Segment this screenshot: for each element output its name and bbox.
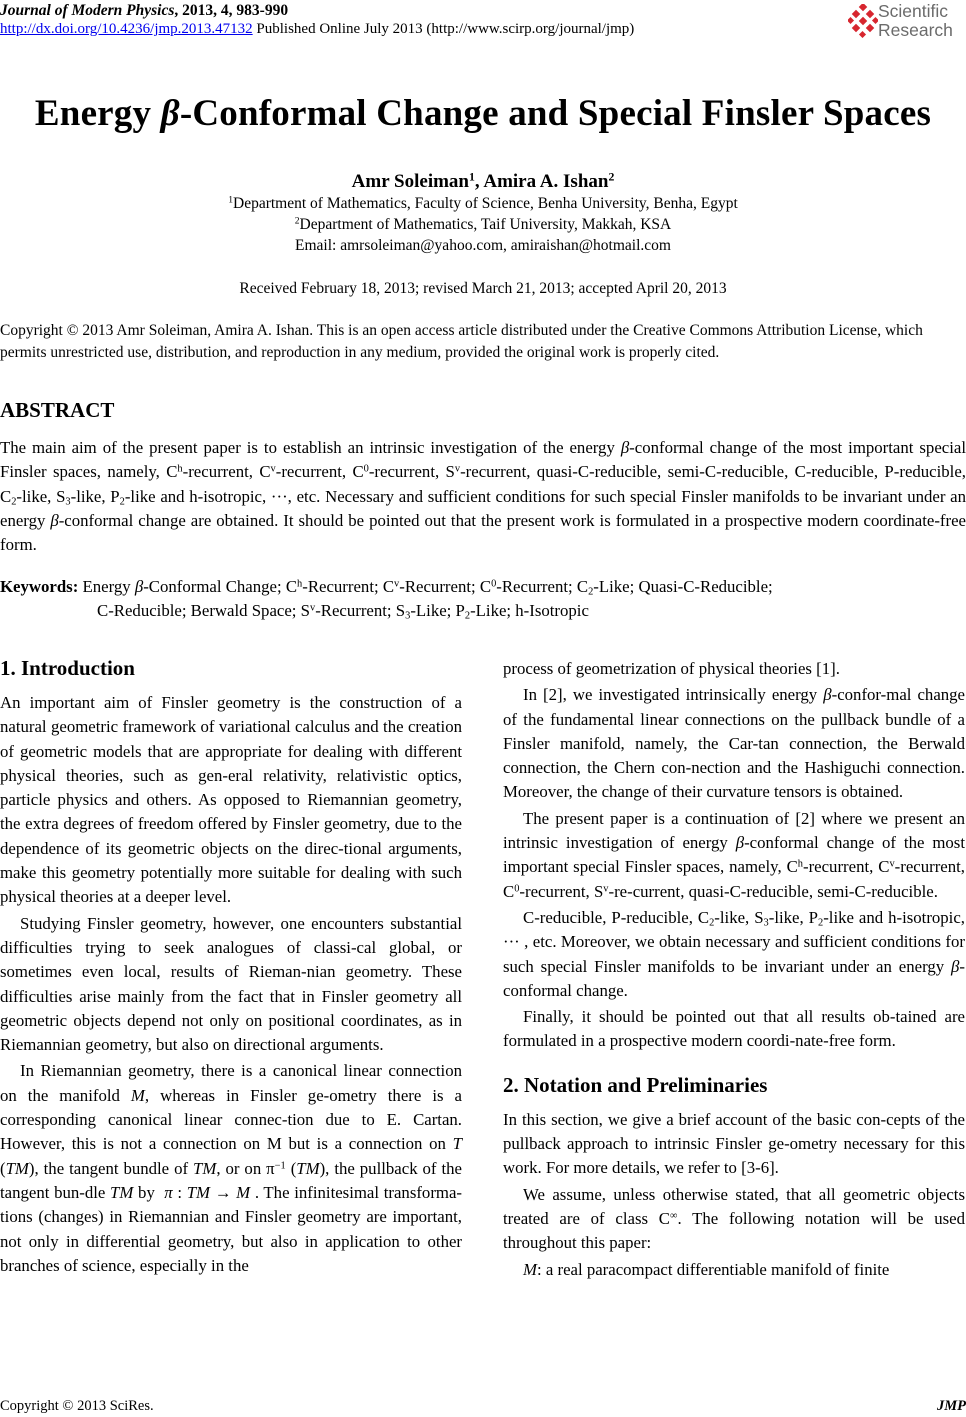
- journal-citation: [0, 2, 288, 20]
- publisher-line1: Scientific: [878, 1, 949, 21]
- right-paragraph-3: C-reducible, P-reducible, $C_2$-like, $S_3$-like, $P_2$-like and h-isotropic, ··· , etc. Moreover, we obtain necessary and sufficient conditions for such special Finsler manifolds to be invariant under an energy β-conformal change.: [503, 907, 965, 1000]
- left-column: [0, 655, 462, 1278]
- author-email: Email: amrsoleiman@yahoo.com, amiraishan@hotmail.com: [295, 237, 671, 254]
- right-paragraph-1: In [2], we investigated intrinsically energy β-confor-mal change of the fundamental linear connections on the pullback bundle of a Finsler manifold, namely, the Car-tan connection, the Berwald connection, the Chern con-nection and the Hashiguchi connection. Moreover, the change of their curvature tensors is obtained.: [503, 685, 965, 802]
- footer-journal-abbrev: JMP: [937, 1398, 966, 1414]
- footer-copyright: Copyright © 2013 SciRes.: [0, 1398, 154, 1414]
- right-paragraph-0: process of geometrization of physical theories [1].: [503, 659, 840, 678]
- sec1-paragraph-2: Studying Finsler geometry, however, one encounters substantial difficulties trying to seek analogues of classi-cal global, or sometimes even local, results of Rieman-nian geometry. These difficulties arise mainly from the fact that in Finsler geometry all geometric objects depend not only on positional coordinates, as in Riemannian geometry, but also on directional arguments.: [0, 913, 462, 1055]
- journal-info: , 2013, 4, 983-990: [174, 2, 289, 19]
- publisher-name: [878, 2, 953, 40]
- received-dates: Received February 18, 2013; revised March 21, 2013; accepted April 20, 2013: [239, 280, 727, 297]
- author-list: Amr Soleiman$^1$, Amira A. Ishan$^2$: [351, 170, 615, 192]
- affiliation-1-text: Department of Mathematics, Faculty of Science, Benha University, Benha, Egypt: [233, 195, 738, 212]
- right-paragraph-4: Finally, it should be pointed out that all results ob-tained are formulated in a prospective modern coordi-nate-free form.: [503, 1007, 965, 1051]
- author-2-affil: 2: [608, 170, 615, 184]
- author-1-affil: 1: [469, 170, 475, 184]
- author-1: Amr Soleiman: [351, 171, 469, 192]
- publisher-line2: Research: [878, 20, 953, 40]
- abstract-text: The main aim of the present paper is to establish an intrinsic investigation of the energy β-conformal change of the most important special Finsler spaces, namely, $C^h$-recurrent, $C^v$-recurrent, $C^0$-recurrent, $S^v$-recurrent, quasi-C-reducible, semi-C-reducible, C-reducible, P-reducible, $C_2$-like, $S_3$-like, $P_2$-like and h-isotropic, ···, etc. Necessary and sufficient conditions for such special Finsler manifolds to be invariant under an energy β-conformal change are obtained. It should be pointed out that the present work is formulated in a prospective modern coordinate-free form.: [0, 438, 966, 555]
- keywords: Keywords: Energy β-Conformal Change; $C^h$-Recurrent; $C^v$-Recurrent; $C^0$-Recurrent; $C_2$-Like; Quasi-C-Reducible; C-Reducible; Berwald Space; $S^v$-Recurrent; $S_3$-Like; $P_2$-Like; h-Isotropic: [0, 577, 773, 622]
- affiliation-2-mark: 2: [294, 215, 300, 227]
- affiliation-1-mark: 1: [228, 194, 234, 206]
- keywords-label: Keywords:: [0, 577, 79, 596]
- section-2-heading: 2. Notation and Preliminaries: [503, 1072, 768, 1097]
- right-paragraph-2: The present paper is a continuation of [2] where we present an intrinsic investigation of energy β-conformal change of the most important special Finsler spaces, namely, $C^h$-recurrent, $C^v$-recurrent, $C^0$-recurrent, $S^v-re$-current, quasi-C-reducible, semi-C-reducible.: [503, 808, 965, 901]
- logo-mark-icon: [848, 4, 878, 38]
- sec2-paragraph-1: In this section, we give a brief account of the basic con-cepts of the pullback approach to intrinsic Finsler ge-ometry necessary for this work. For more details, we refer to [3-6].: [503, 1109, 965, 1178]
- doi-link[interactable]: http://dx.doi.org/10.4236/jmp.2013.47132: [0, 21, 253, 37]
- doi-line: [0, 21, 634, 38]
- published-text: Published Online July 2013 (http://www.scirp.org/journal/jmp): [252, 21, 635, 37]
- sec1-paragraph-3: In Riemannian geometry, there is a canonical linear connection on the manifold M, whereas in Finsler ge-ometry there is a corresponding canonical linear connec-tion due to E. Cartan. However, this is not a connection on M but is a connection on T (TM), the tangent bundle of TM, or on $\pi^{-1}$ (TM), the pullback of the tangent bun-dle TM by π : TM → M . The infinitesimal transforma-tions (changes) in Riemannian and Finsler geometry are important, not only in differential geometry, but also in application to other branches of science, especially in the: [0, 1061, 463, 1275]
- sec2-paragraph-3: M: a real paracompact differentiable manifold of finite: [523, 1259, 890, 1279]
- affiliation-1: [0, 195, 966, 213]
- sec2-paragraph-2: We assume, unless otherwise stated, that all geometric objects treated are of class C∞. The following notation will be used throughout this paper:: [503, 1184, 965, 1253]
- affiliation-2-text: Department of Mathematics, Taif University, Makkah, KSA: [299, 216, 672, 233]
- journal-name: Journal of Modern Physics: [0, 2, 175, 19]
- right-column: [503, 657, 965, 1282]
- sec1-paragraph-1: An important aim of Finsler geometry is the construction of a natural geometric framework of variational calculus and the creation of geometric models that are appropriate for dealing with different physical theories, such as gen-eral relativity, relativistic optics, particle physics and others. As opposed to Riemannian geometry, the extra degrees of freedom offered by Finsler geometry, due to the dependence of its geometric objects on the direc-tional arguments, make this geometry potentially more suitable for dealing with such physical theories at a deeper level.: [0, 693, 462, 907]
- paper-title: Energy β-Conformal Change and Special Finsler Spaces: [34, 93, 932, 134]
- author-2: Amira A. Ishan: [483, 171, 609, 192]
- abstract-heading: ABSTRACT: [0, 398, 115, 422]
- publisher-logo: [848, 2, 966, 42]
- affiliation-2: [0, 216, 966, 234]
- copyright-notice: Copyright © 2013 Amr Soleiman, Amira A. Ishan. This is an open access article distributed under the Creative Commons Attribution License, which permits unrestricted use, distribution, and reproduction in any medium, provided the original work is properly cited.: [0, 322, 923, 361]
- section-1-heading: 1. Introduction: [0, 656, 135, 680]
